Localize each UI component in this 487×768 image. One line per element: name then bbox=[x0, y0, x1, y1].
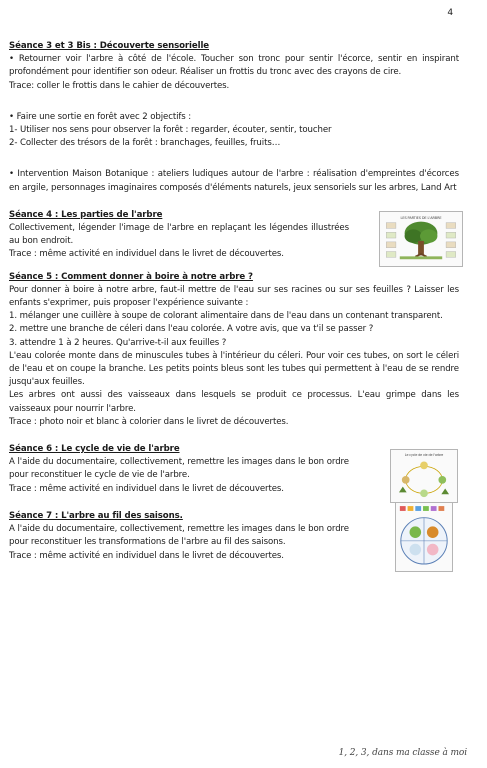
tree-parts-worksheet-icon bbox=[379, 211, 463, 267]
paragraph: • Faire une sortie en forêt avec 2 objectifs : bbox=[9, 111, 192, 122]
section-seance-5 bbox=[9, 271, 459, 429]
section-seance-3 bbox=[9, 40, 459, 195]
section-heading: Séance 7 : L'arbre au fil des saisons. bbox=[9, 510, 183, 521]
section-seance-6 bbox=[9, 443, 459, 496]
paragraph: L'eau colorée monte dans de minuscules tubes à l'intérieur du céleri. Pour voir ces tubes, on sort le céleri de l'eau et on coupe la branche. Les petits points bleus sont les tubes qui permettent à l'eau de se rendre jusqu'aux feuilles. bbox=[9, 350, 459, 388]
paragraph: 1. mélanger une cuillère à soupe de colorant alimentaire dans de l'eau dans un contenant transparent. bbox=[9, 311, 443, 322]
seasons-wheel-worksheet-icon bbox=[395, 502, 453, 572]
section-seance-7 bbox=[9, 510, 459, 563]
thumbnail-title: Le cycle de vie de l'arbre bbox=[404, 452, 444, 457]
paragraph: Collectivement, légender l'image de l'arbre en replaçant les légendes illustrées au bon endroit. bbox=[9, 223, 349, 247]
section-heading: Séance 3 et 3 Bis : Découverte sensorielle bbox=[9, 41, 210, 51]
paragraph: • Intervention Maison Botanique : ateliers ludiques autour de l'arbre : réalisation d'empreintes d'écorces en argile, personnages imaginaires composés d'éléments naturels, jeux sensoriels sur les arbres, Land Art bbox=[9, 169, 459, 193]
footer-signature: 1, 2, 3, dans ma classe à moi bbox=[338, 747, 467, 758]
paragraph: 3. attendre 1 à 2 heures. Qu'arrive-t-il aux feuilles ? bbox=[9, 337, 227, 348]
paragraph: 1- Utiliser nos sens pour observer la forêt : regarder, écouter, sentir, toucher bbox=[9, 125, 332, 136]
section-heading: Séance 4 : Les parties de l'arbre bbox=[9, 209, 163, 220]
paragraph: A l'aide du documentaire, collectivement, remettre les images dans le bon ordre pour reconstituer le cycle de vie de l'arbre. bbox=[9, 457, 349, 481]
paragraph: Les arbres ont aussi des vaisseaux dans lesquels se produit ce processus. L'eau grimpe dans les vaisseaux pour nourrir l'arbre. bbox=[9, 390, 459, 414]
paragraph: Trace : même activité en individuel dans le livret de découvertes. bbox=[9, 249, 284, 260]
paragraph: 2. mettre une branche de céleri dans l'eau colorée. A votre avis, que va t'il se passer ? bbox=[9, 324, 374, 335]
section-heading: Séance 5 : Comment donner à boire à notre arbre ? bbox=[9, 271, 253, 282]
paragraph: Trace: coller le frottis dans le cahier de découvertes. bbox=[9, 80, 230, 91]
paragraph: Trace : photo noir et blanc à colorier dans le livret de découvertes. bbox=[9, 416, 289, 427]
paragraph: 2- Collecter des trésors de la forêt : branchages, feuilles, fruits… bbox=[9, 138, 281, 149]
paragraph: A l'aide du documentaire, collectivement, remettre les images dans le bon ordre pour reconstituer les transformations de l'arbre au fil des saisons. bbox=[9, 524, 349, 548]
thumbnail-title: LES PARTIES DE L'ARBRE bbox=[400, 215, 442, 220]
paragraph: Trace : même activité en individuel dans le livret de découvertes. bbox=[9, 483, 284, 494]
document-body bbox=[9, 40, 459, 563]
page-number: 4 bbox=[447, 8, 453, 18]
section-heading: Séance 6 : Le cycle de vie de l'arbre bbox=[9, 444, 180, 455]
life-cycle-worksheet-icon bbox=[390, 449, 458, 503]
section-seance-4 bbox=[9, 209, 459, 262]
paragraph: Pour donner à boire à notre arbre, faut-il mettre de l'eau sur ses racines ou sur ses feuilles ? Laisser les enfants s'exprimer, puis proposer l'expérience suivante : bbox=[9, 284, 459, 309]
paragraph: • Retourner voir l'arbre à côté de l'école. Toucher son tronc pour sentir l'écorce, sentir en inspirant profondément pour identifier son odeur. Réaliser un frottis du tronc avec des crayons de cire. bbox=[9, 54, 459, 78]
paragraph: Trace : même activité en individuel dans le livret de découvertes. bbox=[9, 550, 284, 561]
